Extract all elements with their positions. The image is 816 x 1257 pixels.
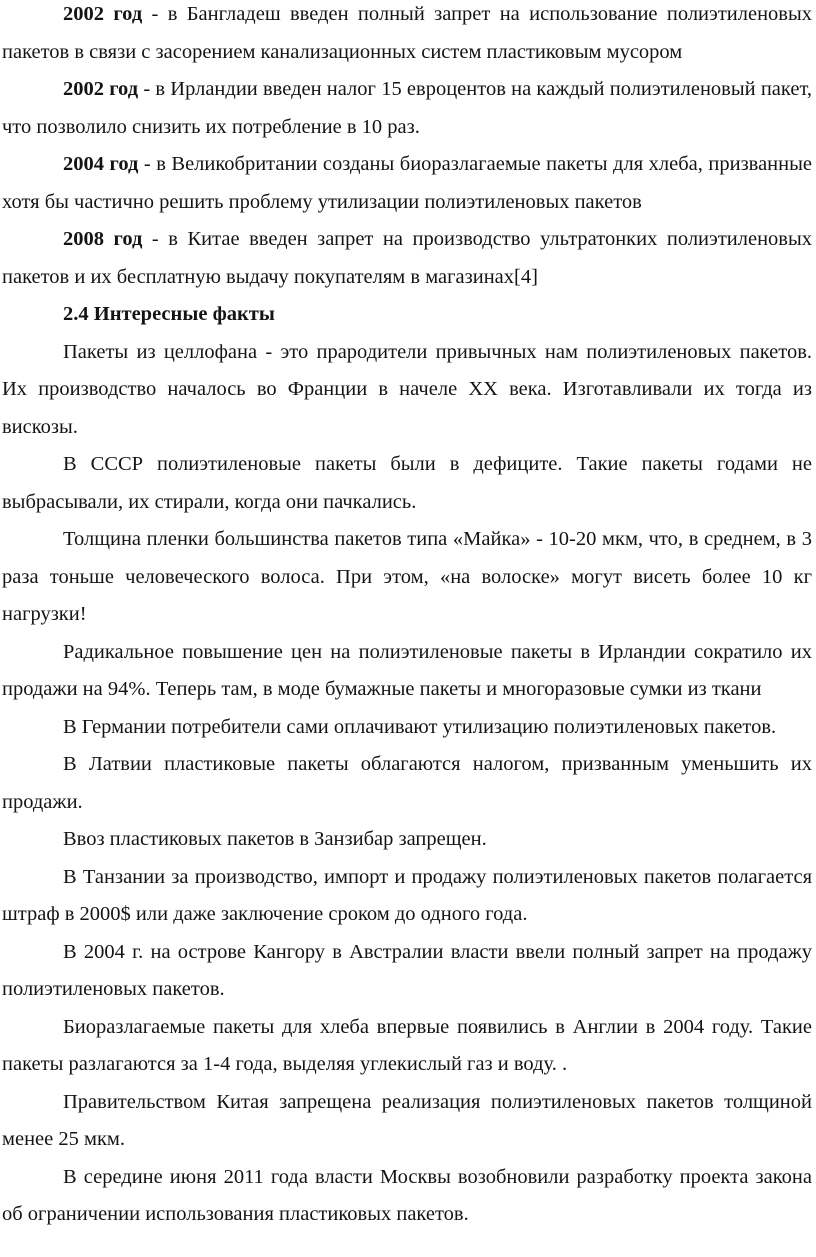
timeline-entry-china: [2, 221, 812, 296]
timeline-text: - в Бангладеш введен полный запрет на использование полиэтиленовых пакетов в связи с засорением канализационных систем пластиковым мусором: [2, 3, 812, 63]
timeline-year: 2002 год: [63, 78, 139, 100]
timeline-text: - в Ирландии введен налог 15 евроцентов на каждый полиэтиленовый пакет, что позволило снизить их потребление в 10 раз.: [2, 78, 812, 138]
timeline-entry-ireland: [2, 71, 812, 146]
fact-paragraph: Радикальное повышение цен на полиэтиленовые пакеты в Ирландии сократило их продажи на 94%. Теперь там, в моде бумажные пакеты и многоразовые сумки из ткани: [2, 640, 812, 700]
timeline-year: 2004 год: [63, 153, 139, 175]
timeline-year: 2008 год: [63, 228, 143, 250]
timeline-text: - в Китае введен запрет на производство ультратонких полиэтиленовых пакетов и их бесплатную выдачу покупателям в магазинах[4]: [2, 228, 813, 288]
fact-paragraph: В СССР полиэтиленовые пакеты были в дефиците. Такие пакеты годами не выбрасывали, их стирали, когда они пачкались.: [2, 453, 812, 513]
fact-paragraph: Биоразлагаемые пакеты для хлеба впервые появились в Англии в 2004 году. Такие пакеты разлагаются за 1-4 года, выделяя углекислый газ и воду. .: [2, 1015, 812, 1075]
timeline-entry-uk: [2, 146, 812, 221]
timeline-year: 2002 год: [63, 3, 143, 25]
timeline-text: - в Великобритании созданы биоразлагаемые пакеты для хлеба, призванные хотя бы частично решить проблему утилизации полиэтиленовых пакетов: [2, 153, 812, 213]
fact-paragraph: В 2004 г. на острове Кангору в Австралии власти ввели полный запрет на продажу полиэтиленовых пакетов.: [2, 940, 812, 1000]
timeline-entry-bangladesh: [2, 0, 812, 71]
fact-paragraph: Правительством Китая запрещена реализация полиэтиленовых пакетов толщиной менее 25 мкм.: [2, 1090, 812, 1150]
fact-paragraph: Ввоз пластиковых пакетов в Занзибар запрещен.: [63, 828, 487, 850]
section-heading: 2.4 Интересные факты: [63, 303, 275, 325]
fact-paragraph: Пакеты из целлофана - это прародители привычных нам полиэтиленовых пакетов. Их производство началось во Франции в начеле ХХ века. Изготавливали их тогда из вискозы.: [2, 340, 812, 438]
fact-paragraph: Толщина пленки большинства пакетов типа «Майка» - 10-20 мкм, что, в среднем, в 3 раза тоньше человеческого волоса. При этом, «на волоске» могут висеть более 10 кг нагрузки!: [2, 528, 812, 625]
fact-paragraph: В Латвии пластиковые пакеты облагаются налогом, призванным уменьшить их продажи.: [2, 753, 812, 813]
fact-paragraph: В Германии потребители сами оплачивают утилизацию полиэтиленовых пакетов.: [63, 715, 777, 738]
fact-paragraph: В середине июня 2011 года власти Москвы возобновили разработку проекта закона об ограничении использования пластиковых пакетов.: [2, 1165, 812, 1225]
fact-paragraph: В Танзании за производство, импорт и продажу полиэтиленовых пакетов полагается штраф в 2000$ или даже заключение сроком до одного года.: [2, 865, 812, 925]
